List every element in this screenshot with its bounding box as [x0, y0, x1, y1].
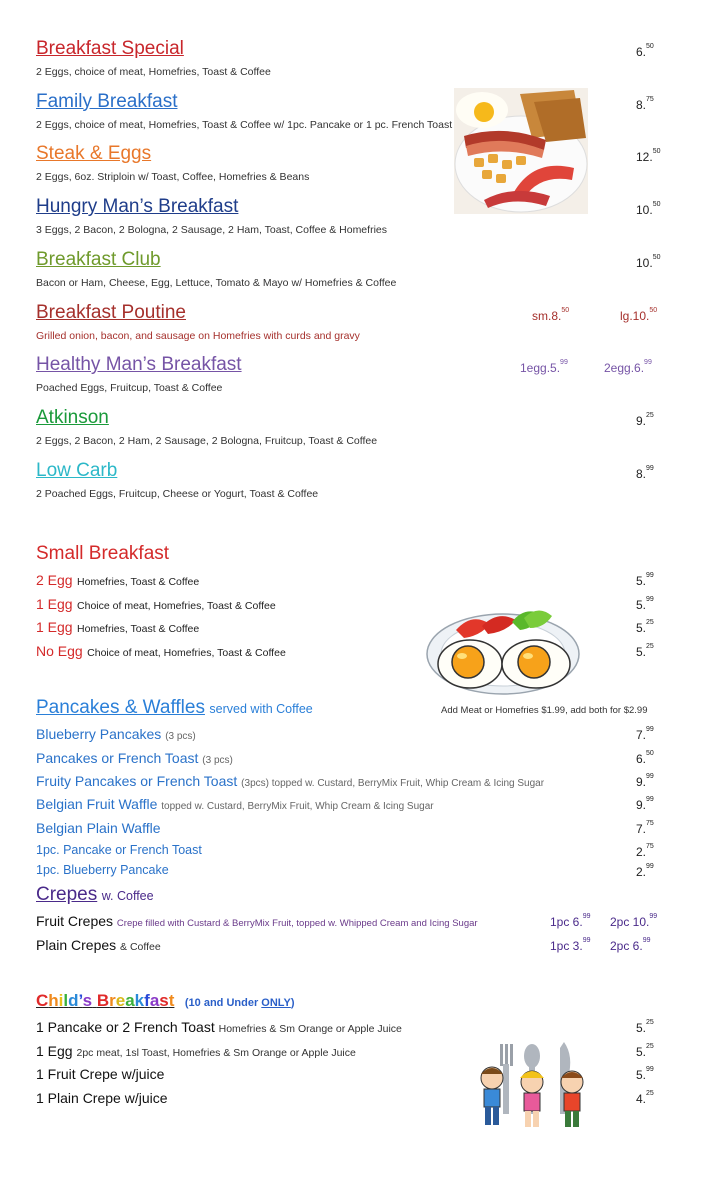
row-label: Pancakes or French Toast — [36, 750, 199, 766]
title-letter: d — [68, 991, 79, 1010]
row-price: 5.25 — [636, 1042, 654, 1059]
title-letter: k — [134, 991, 145, 1010]
row-label: 1 Plain Crepe w/juice — [36, 1089, 168, 1106]
menu-item-title: Breakfast Club — [36, 248, 161, 270]
small-breakfast-row — [36, 596, 276, 614]
small-breakfast-row — [36, 619, 199, 637]
row-price: 7.99 — [636, 726, 654, 742]
row-price: 7.75 — [636, 820, 654, 836]
menu-item-title: Low Carb — [36, 459, 118, 481]
row-label: Plain Crepes — [36, 937, 117, 953]
pancakes-title: Pancakes & Waffles — [36, 697, 205, 718]
row-label: Blueberry Pancakes — [36, 726, 162, 742]
row-label: 1pc. Pancake or French Toast — [36, 843, 202, 857]
childs-row — [36, 1090, 168, 1106]
row-label: 1 Pancake or 2 French Toast — [36, 1019, 215, 1035]
crepe-row — [36, 937, 161, 953]
menu-item-price: 12.50 — [636, 148, 661, 165]
kids-cutlery-illustration — [470, 1038, 594, 1132]
pancake-row — [36, 796, 434, 812]
row-desc: Homefries, Toast & Coffee — [77, 623, 200, 635]
childs-heading — [36, 991, 295, 1011]
title-letter: ’ — [78, 991, 83, 1010]
row-label: 2 Egg — [36, 572, 73, 588]
menu-item-desc: Poached Eggs, Fruitcup, Toast & Coffee — [36, 382, 223, 395]
menu-item-price: 8.75 — [636, 95, 654, 112]
childs-age-note: (10 and Under ONLY) — [184, 997, 295, 1009]
pancake-row — [36, 863, 169, 877]
menu-item-desc: Bacon or Ham, Cheese, Egg, Lettuce, Tomato & Mayo w/ Homefries & Coffee — [36, 276, 397, 289]
menu-item-price: 10.50 — [636, 253, 661, 270]
row-price: 5.25 — [636, 642, 654, 659]
title-letter: r — [109, 991, 116, 1010]
menu-item-price: 8.99 — [636, 464, 654, 481]
row-label: 1 Egg — [36, 619, 73, 635]
small-breakfast-row — [36, 643, 286, 661]
menu-item-price-large: 2egg.6.99 — [604, 359, 652, 376]
title-letter: h — [48, 991, 59, 1010]
menu-item-desc: 2 Eggs, choice of meat, Homefries, Toast & Coffee w/ 1pc. Pancake or 1 pc. French Toast — [36, 118, 453, 131]
row-label: 1 Fruit Crepe w/juice — [36, 1066, 165, 1082]
menu-item-title: Breakfast Special — [36, 38, 184, 59]
row-label: Fruit Crepes — [36, 913, 114, 929]
childs-row — [36, 1066, 164, 1082]
title-letter: i — [58, 991, 64, 1010]
row-label: No Egg — [36, 642, 83, 659]
crepes-title: Crepes — [36, 884, 98, 905]
menu-item-price: 6.50 — [636, 43, 654, 59]
title-letter: l — [63, 991, 69, 1010]
pancakes-heading — [36, 697, 313, 719]
row-price: 2.99 — [636, 863, 654, 879]
row-desc: Homefries & Sm Orange or Apple Juice — [218, 1023, 402, 1035]
childs-row — [36, 1019, 402, 1035]
eggs-plate-illustration — [424, 606, 582, 698]
pancake-row — [36, 843, 202, 857]
menu-item-price: 9.25 — [636, 411, 654, 428]
row-price: 2.75 — [636, 843, 654, 859]
menu-item-title: Family Breakfast — [36, 90, 178, 112]
menu-item-price-small: sm.8.50 — [532, 306, 570, 323]
menu-item-desc: 2 Poached Eggs, Fruitcup, Cheese or Yogurt, Toast & Coffee — [36, 487, 319, 500]
row-price: 5.25 — [636, 619, 654, 635]
menu-item-title: Healthy Man’s Breakfast — [36, 354, 242, 376]
title-letter: s — [82, 991, 93, 1010]
crepe-row — [36, 913, 478, 929]
row-price-1pc: 1pc 3.99 — [550, 937, 591, 953]
row-desc: topped w. Custard, BerryMix Fruit, Whip Cream & Icing Sugar — [161, 801, 434, 812]
menu-item-desc: 2 Eggs, choice of meat, Homefries, Toast & Coffee — [36, 66, 271, 78]
row-price: 9.99 — [636, 796, 654, 812]
menu-item-price-large: lg.10.50 — [620, 306, 658, 323]
crepes-subtitle: w. Coffee — [101, 889, 154, 903]
row-price: 6.50 — [636, 750, 654, 766]
row-desc: Homefries, Toast & Coffee — [77, 576, 200, 588]
title-letter: a — [125, 991, 135, 1010]
row-desc: 2pc meat, 1sl Toast, Homefries & Sm Orange or Apple Juice — [76, 1046, 356, 1059]
menu-item-title: Breakfast Poutine — [36, 301, 186, 323]
row-label: 1 Egg — [36, 1042, 73, 1059]
title-letter: s — [159, 991, 169, 1010]
pancake-row — [36, 773, 544, 789]
pancakes-subtitle: served with Coffee — [209, 702, 313, 716]
title-letter: a — [149, 991, 160, 1010]
row-label: 1pc. Blueberry Pancake — [36, 863, 169, 877]
row-desc: Choice of meat, Homefries, Toast & Coffee — [77, 599, 276, 612]
row-desc: (3pcs) topped w. Custard, BerryMix Fruit, Whip Cream & Icing Sugar — [241, 778, 545, 789]
crepes-heading — [36, 884, 154, 906]
row-desc: & Coffee — [120, 941, 161, 953]
pancake-row — [36, 726, 196, 742]
row-label: Belgian Fruit Waffle — [36, 796, 158, 812]
row-price: 5.25 — [636, 1019, 654, 1035]
menu-item-title: Atkinson — [36, 406, 109, 428]
row-desc: Crepe filled with Custard & BerryMix Fruit, topped w. Whipped Cream and Icing Sugar — [116, 918, 478, 929]
row-price: 5.99 — [636, 595, 654, 612]
title-letter: f — [144, 991, 150, 1010]
row-label: Fruity Pancakes or French Toast — [36, 773, 238, 789]
row-label: Belgian Plain Waffle — [36, 820, 161, 836]
row-label: 1 Egg — [36, 595, 73, 612]
title-letter: t — [168, 991, 175, 1010]
menu-item-title: Steak & Eggs — [36, 143, 152, 165]
row-desc: Choice of meat, Homefries, Toast & Coffee — [87, 646, 286, 659]
row-price-1pc: 1pc 6.99 — [550, 913, 591, 929]
row-desc: (3 pcs) — [202, 755, 233, 766]
menu-item-desc: 3 Eggs, 2 Bacon, 2 Bologna, 2 Sausage, 2 Ham, Toast, Coffee & Homefries — [36, 224, 387, 237]
breakfast-plate-photo — [454, 88, 588, 214]
title-letter: e — [115, 991, 126, 1010]
row-price: 5.99 — [636, 1066, 654, 1082]
menu-item-price-small: 1egg.5.99 — [520, 359, 568, 376]
row-price: 5.99 — [636, 572, 654, 588]
add-meat-note: Add Meat or Homefries $1.99, add both for $2.99 — [441, 705, 648, 716]
small-breakfast-title: Small Breakfast — [36, 543, 170, 564]
row-price-2pc: 2pc 10.99 — [610, 913, 658, 929]
menu-item-desc: Grilled onion, bacon, and sausage on Homefries with curds and gravy — [36, 329, 360, 342]
row-price: 4.25 — [636, 1089, 654, 1106]
title-letter: C — [36, 991, 49, 1010]
title-letter: B — [96, 991, 110, 1010]
row-desc: (3 pcs) — [165, 731, 196, 742]
childs-row — [36, 1043, 356, 1059]
row-price: 9.99 — [636, 773, 654, 789]
pancake-row — [36, 750, 233, 766]
menu-item-desc: 2 Eggs, 2 Bacon, 2 Ham, 2 Sausage, 2 Bologna, Fruitcup, Toast & Coffee — [36, 434, 378, 447]
menu-item-price: 10.50 — [636, 201, 661, 218]
pancake-row — [36, 820, 161, 836]
menu-item-title: Hungry Man’s Breakfast — [36, 196, 239, 218]
row-price-2pc: 2pc 6.99 — [610, 937, 651, 953]
childs-title — [36, 991, 174, 1010]
small-breakfast-row — [36, 572, 199, 590]
menu-item-desc: 2 Eggs, 6oz. Striploin w/ Toast, Coffee, Homefries & Beans — [36, 171, 310, 184]
